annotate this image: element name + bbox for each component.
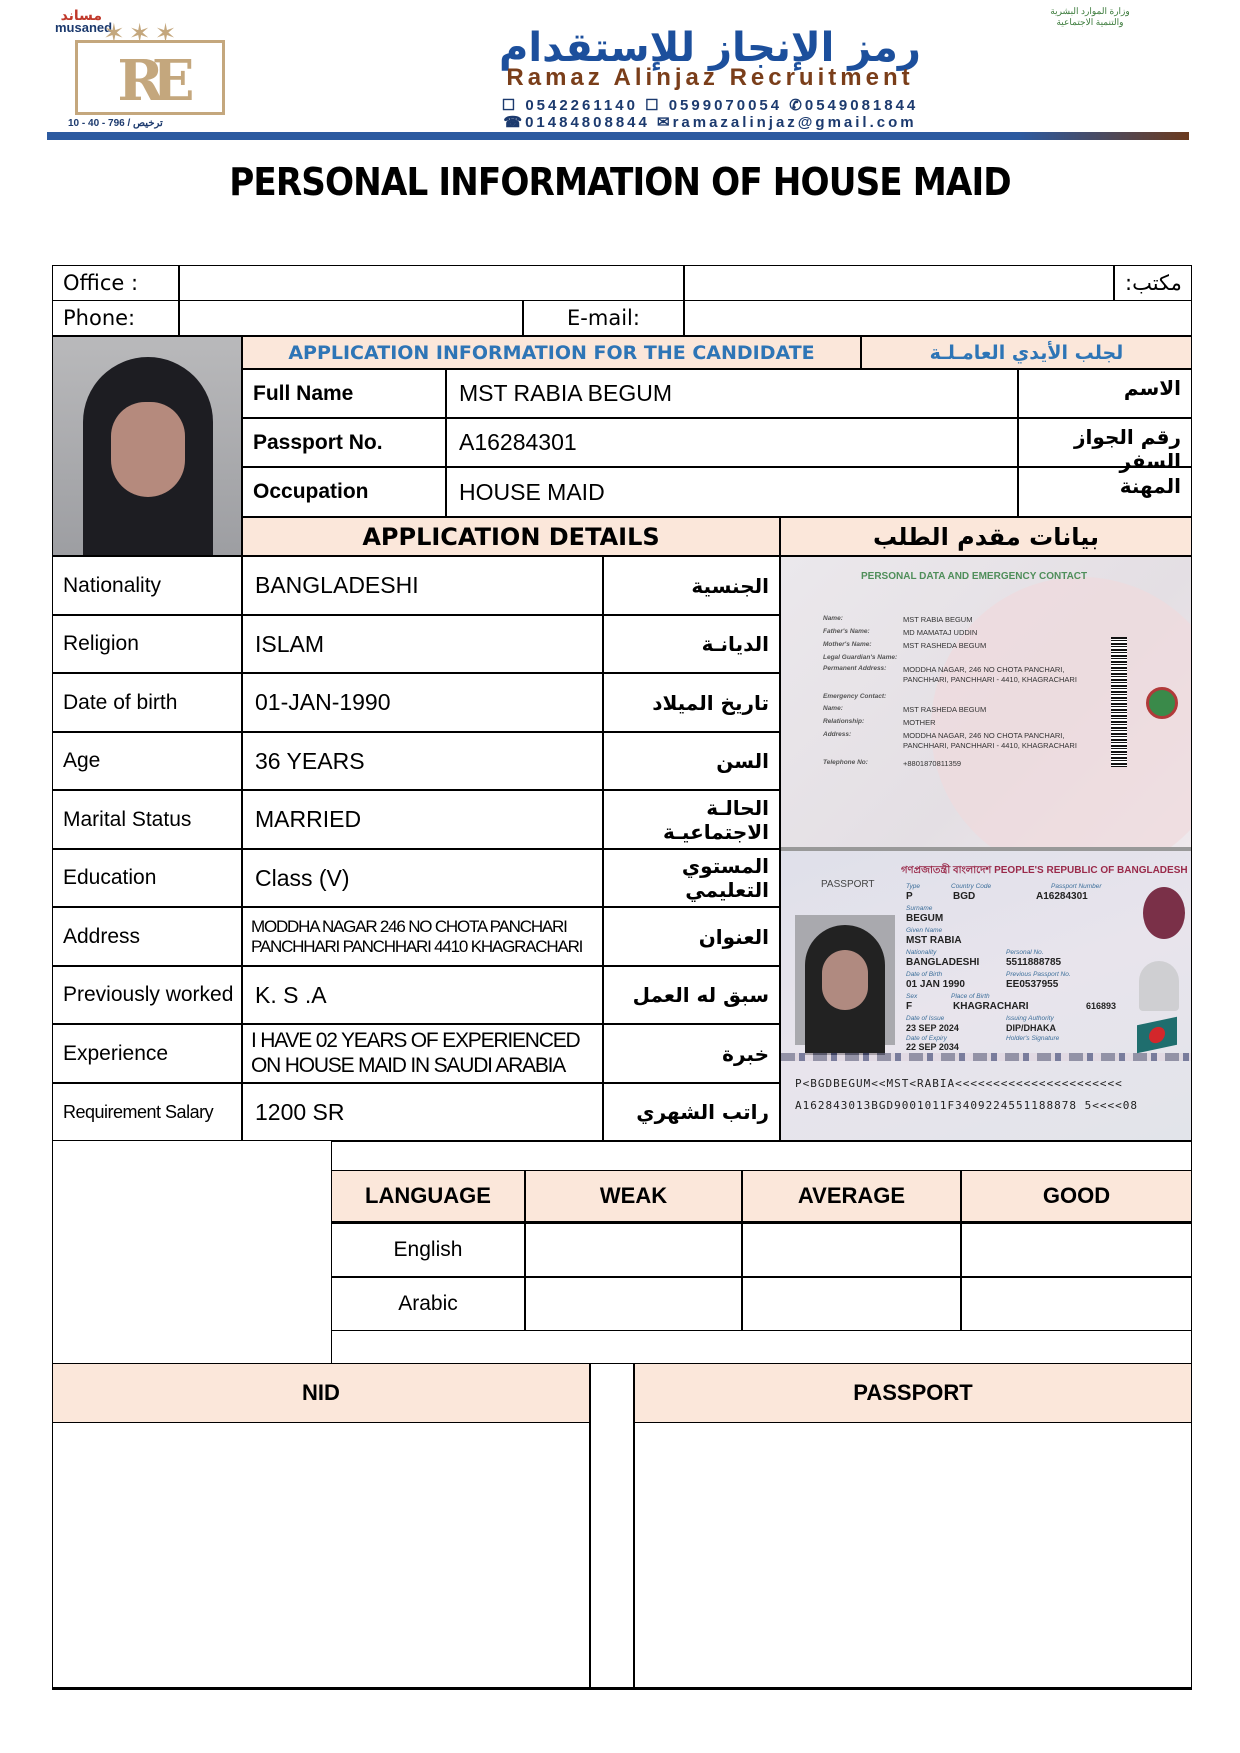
- passport-field-label: Name:: [823, 705, 843, 712]
- photo-face: [111, 402, 185, 497]
- pp-number-label: Passport Number: [1051, 883, 1102, 890]
- detail-label: Nationality: [52, 556, 242, 615]
- pp-country-code-label: Country Code: [951, 883, 992, 890]
- detail-label: Address: [52, 907, 242, 966]
- occupation-label-ar: المهنة: [1018, 467, 1192, 517]
- detail-label-ar: سبق له العمل: [603, 966, 780, 1024]
- pp-number: A16284301: [1036, 891, 1088, 902]
- detail-label: Marital Status: [52, 790, 242, 849]
- full-name-value: MST RABIA BEGUM: [446, 369, 1018, 418]
- detail-label: Requirement Salary: [52, 1083, 242, 1141]
- pp-authority-label: Issuing Authority: [1006, 1015, 1054, 1022]
- language-header-cell: GOOD: [961, 1170, 1192, 1224]
- passport-scan-image: [780, 556, 1192, 1141]
- detail-value: 36 YEARS: [242, 732, 603, 790]
- pp-sex: F: [906, 1001, 913, 1012]
- detail-label-ar: راتب الشهري: [603, 1083, 780, 1141]
- passport-no-value: A16284301: [446, 418, 1018, 467]
- detail-value: MODDHA NAGAR 246 NO CHOTA PANCHARI PANCHHARI PANCHHARI 4410 KHAGRACHARI: [242, 907, 603, 966]
- detail-value: K. S .A: [242, 966, 603, 1024]
- detail-label: Religion: [52, 615, 242, 673]
- passport-no-label: Passport No.: [242, 418, 446, 467]
- detail-label-ar: السن: [603, 732, 780, 790]
- company-name-ar: رمز الإنجاز للإستقدام: [499, 25, 921, 71]
- ministry-logo: وزارة الموارد البشرية والتنمية الاجتماعية: [1050, 6, 1130, 27]
- language-name: English: [331, 1223, 525, 1277]
- passport-photo-face: [822, 950, 868, 1010]
- candidate-header-en: APPLICATION INFORMATION FOR THE CANDIDATE: [242, 336, 861, 369]
- passport-data-page: [781, 557, 1191, 847]
- application-details-header: APPLICATION DETAILS: [242, 517, 780, 556]
- office-label: Office :: [52, 265, 179, 301]
- pp-place-of-birth: KHAGRACHARI: [953, 1001, 1029, 1012]
- detail-value: 1200 SR: [242, 1083, 603, 1141]
- detail-label-ar: المستوي التعليمي: [603, 849, 780, 907]
- full-name-label-ar: الاسم: [1018, 369, 1192, 418]
- passport-hologram-photo-icon: [1139, 961, 1179, 1011]
- passport-attachment-area[interactable]: [634, 1422, 1192, 1690]
- candidate-photo: [52, 336, 242, 556]
- pp-prev-passport: EE0537955: [1006, 979, 1059, 990]
- detail-label-ar: تاريخ الميلاد: [603, 673, 780, 732]
- email-field[interactable]: [684, 300, 1192, 336]
- detail-label: Age: [52, 732, 242, 790]
- occupation-value: HOUSE MAID: [446, 467, 1018, 517]
- full-name-label: Full Name: [242, 369, 446, 418]
- application-details-header-ar: بيانات مقدم الطلب: [780, 517, 1192, 556]
- detail-value: ISLAM: [242, 615, 603, 673]
- passport-holder-photo: [795, 915, 895, 1045]
- passport-field-value: +8801870811359: [903, 759, 962, 768]
- passport-field-value: MODDHA NAGAR, 246 NO CHOTA PANCHARI, PANCHHARI, PANCHHARI - 4410, KHAGRACHARI: [903, 665, 1077, 684]
- pp-personal-no: 5511888785: [1006, 957, 1062, 968]
- detail-label: Date of birth: [52, 673, 242, 732]
- pp-given-name-label: Given Name: [906, 927, 943, 934]
- pp-given-name: MST RABIA: [906, 935, 962, 946]
- detail-label: Previously worked: [52, 966, 242, 1024]
- passport-field-label: Permanent Address:: [823, 665, 887, 672]
- detail-label-ar: العنوان: [603, 907, 780, 966]
- nid-header: NID: [52, 1363, 590, 1423]
- passport-field-label: Legal Guardian's Name:: [823, 654, 898, 661]
- detail-value: I HAVE 02 YEARS OF EXPERIENCED ON HOUSE MAID IN SAUDI ARABIA: [242, 1024, 603, 1083]
- passport-id-page: [781, 847, 1191, 1141]
- passport-field-label: Emergency Contact:: [823, 693, 887, 700]
- detail-label: Experience: [52, 1024, 242, 1083]
- language-header-cell: LANGUAGE: [331, 1170, 525, 1224]
- detail-label-ar: الحالـة الاجتماعيـة: [603, 790, 780, 849]
- passport-field-value: MOTHER: [903, 718, 936, 727]
- language-rating-cell-good[interactable]: [961, 1223, 1192, 1277]
- passport-ghost-photo-icon: [1143, 887, 1185, 939]
- company-name-en: Ramaz Alinjaz Recruitment: [506, 64, 914, 91]
- phone-label: Phone:: [52, 300, 179, 336]
- passport-field-label: Telephone No:: [823, 759, 868, 766]
- language-section-blank: [52, 1141, 332, 1364]
- pp-type: P: [906, 891, 913, 902]
- passport-field-label: Address:: [823, 731, 852, 738]
- passport-field-value: MST RASHEDA BEGUM: [903, 705, 987, 714]
- contact-email-landline: ☎01484808844 ✉ramazalinjaz@gmail.com: [503, 114, 917, 131]
- passport-field-label: Mother's Name:: [823, 641, 872, 648]
- pp-surname: BEGUM: [906, 913, 944, 924]
- language-rating-cell-average[interactable]: [742, 1277, 961, 1331]
- pp-sex-label: Sex: [906, 993, 918, 1000]
- pp-nationality-label: Nationality: [906, 949, 937, 956]
- pp-personal-no-label: Personal No.: [1006, 949, 1044, 956]
- language-rating-cell-weak[interactable]: [525, 1277, 742, 1331]
- pp-country-code: BGD: [953, 891, 976, 902]
- pp-surname-label: Surname: [906, 905, 933, 912]
- logo-letters: RE: [117, 48, 183, 114]
- pp-dob: 01 JAN 1990: [906, 979, 965, 990]
- pp-signature-label: Holder's Signature: [1006, 1035, 1060, 1042]
- pp-nationality: BANGLADESHI: [906, 957, 980, 968]
- language-rating-cell-weak[interactable]: [525, 1223, 742, 1277]
- occupation-label: Occupation: [242, 467, 446, 517]
- passport-field-value: MST RABIA BEGUM: [903, 615, 973, 624]
- detail-value: Class (V): [242, 849, 603, 907]
- passport-country-heading: গণপ্রজাতন্ত্রী বাংলাদেশ PEOPLE'S REPUBLIC OF BANGLADESH: [901, 865, 1188, 876]
- musaned-logo-en: musaned: [55, 20, 113, 35]
- language-rating-cell-average[interactable]: [742, 1223, 961, 1277]
- language-header-cell: WEAK: [525, 1170, 742, 1224]
- language-spacer-bottom: [331, 1330, 1192, 1364]
- pp-issue: 23 SEP 2024: [906, 1023, 959, 1033]
- pp-dob-label: Date of Birth: [906, 971, 943, 978]
- passport-field-value: MST RASHEDA BEGUM: [903, 641, 987, 650]
- pp-type-label: Type: [906, 883, 920, 890]
- bangladesh-flag-icon: [1137, 1017, 1177, 1054]
- detail-label-ar: الديانـة: [603, 615, 780, 673]
- passport-field-value: MODDHA NAGAR, 246 NO CHOTA PANCHARI, PANCHHARI, PANCHHARI - 4410, KHAGRACHARI: [903, 731, 1077, 750]
- barcode: [1111, 637, 1127, 767]
- passport-word: PASSPORT: [821, 879, 875, 890]
- contact-phones: ☐ 0542261140 ☐ 0599070054 ✆0549081844: [501, 97, 919, 114]
- passport-no-label-ar: رقم الجواز السفر: [1018, 418, 1192, 467]
- detail-label-ar: خبرة: [603, 1024, 780, 1083]
- passport-field-label: Name:: [823, 615, 843, 622]
- government-seal-icon: [1146, 687, 1178, 719]
- detail-label-ar: الجنسية: [603, 556, 780, 615]
- passport-field-label: Father's Name:: [823, 628, 870, 635]
- office-field-ar[interactable]: [684, 265, 1114, 301]
- mrz-line-1: P<BGDBEGUM<<MST<RABIA<<<<<<<<<<<<<<<<<<<<<<: [795, 1077, 1123, 1090]
- language-name: Arabic: [331, 1277, 525, 1331]
- pp-place-of-birth-label: Place of Birth: [951, 993, 990, 1000]
- pp-expiry-label: Date of Expiry: [906, 1035, 947, 1042]
- passport-header: PASSPORT: [634, 1363, 1192, 1423]
- detail-value: 01-JAN-1990: [242, 673, 603, 732]
- detail-label: Education: [52, 849, 242, 907]
- logo-people-icon: ✶✶✶: [103, 18, 181, 48]
- mrz-line-2: A162843013BGD9001011F3409224551188878 5<<<<08: [795, 1099, 1139, 1112]
- passport-field-value: MD MAMATAJ UDDIN: [903, 628, 978, 637]
- document-divider: [590, 1363, 634, 1690]
- detail-value: MARRIED: [242, 790, 603, 849]
- document-title: PERSONAL INFORMATION OF HOUSE MAID: [229, 160, 1011, 204]
- passport-security-strip: [781, 1053, 1191, 1061]
- nid-attachment-area[interactable]: [52, 1422, 590, 1690]
- pp-expiry: 22 SEP 2034: [906, 1042, 959, 1052]
- musaned-logo-ar: مساند: [60, 8, 103, 24]
- language-header-cell: AVERAGE: [742, 1170, 961, 1224]
- candidate-header-ar: لجلب الأيدي العامـلـة: [861, 336, 1192, 369]
- pp-extra-number: 616893: [1086, 1001, 1117, 1011]
- email-label: E-mail:: [523, 300, 684, 336]
- passport-field-label: Relationship:: [823, 718, 865, 725]
- language-spacer-top: [331, 1141, 1192, 1171]
- pp-authority: DIP/DHAKA: [1006, 1023, 1057, 1033]
- license-number: 10 - 40 - 796 / ترخيص: [68, 118, 163, 129]
- office-label-ar: مكتب:: [1114, 265, 1192, 301]
- banner-underline: [47, 132, 1189, 140]
- passport-data-heading: PERSONAL DATA AND EMERGENCY CONTACT: [861, 571, 1088, 582]
- pp-prev-passport-label: Previous Passport No.: [1006, 971, 1071, 978]
- office-field[interactable]: [179, 265, 684, 301]
- detail-value: BANGLADESHI: [242, 556, 603, 615]
- language-rating-cell-good[interactable]: [961, 1277, 1192, 1331]
- pp-issue-label: Date of Issue: [906, 1015, 945, 1022]
- phone-field[interactable]: [179, 300, 523, 336]
